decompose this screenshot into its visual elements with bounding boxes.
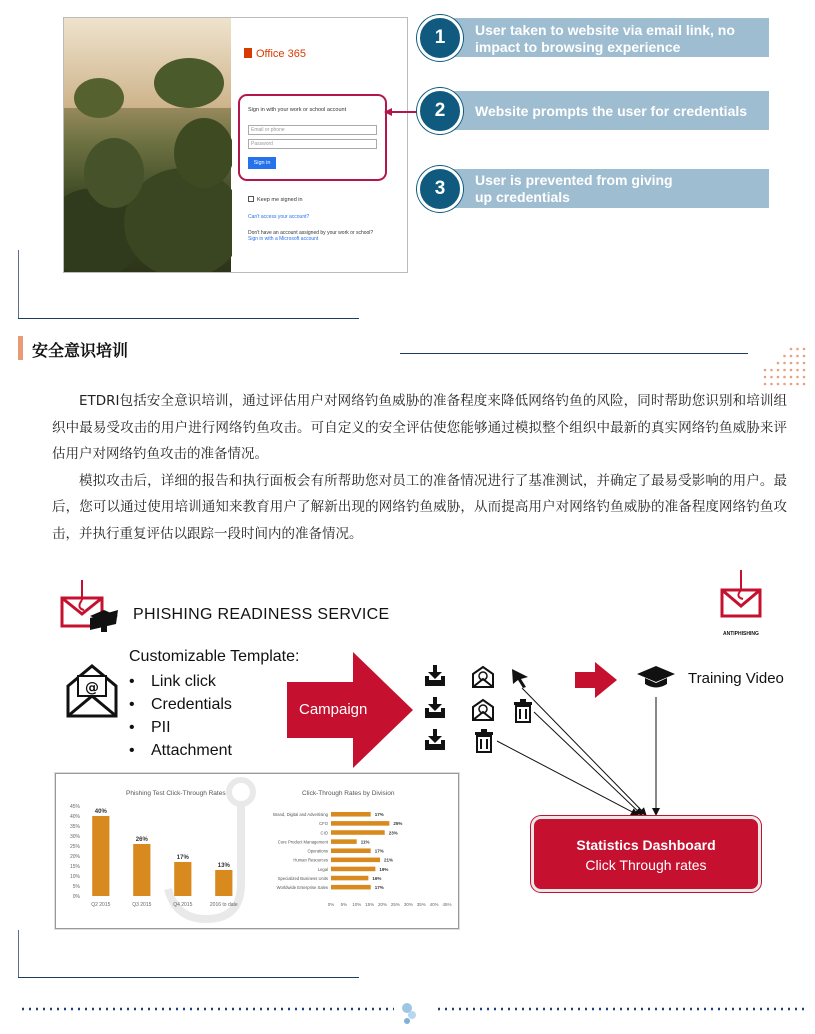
x-tick-label: 45% bbox=[442, 902, 452, 907]
keep-signed-label: Keep me signed in bbox=[257, 197, 303, 203]
decor-dot bbox=[764, 376, 767, 379]
bar bbox=[331, 839, 357, 844]
graduation-cap-icon bbox=[636, 664, 676, 690]
bar bbox=[331, 885, 371, 890]
x-tick-label: Q2 2015 bbox=[91, 902, 111, 908]
x-tick-label: 15% bbox=[365, 902, 375, 907]
dashboard-subtitle: Click Through rates bbox=[585, 857, 707, 873]
chart-title: Phishing Test Click-Through Rates bbox=[126, 790, 226, 797]
x-tick-label: 5% bbox=[340, 902, 348, 907]
decor-dot bbox=[790, 362, 793, 365]
section-heading: 安全意识培训 bbox=[32, 341, 129, 360]
decor-dot bbox=[783, 355, 786, 358]
data-label: 17% bbox=[374, 884, 384, 890]
statistics-dashboard bbox=[531, 816, 761, 892]
section-rule bbox=[18, 318, 359, 319]
trash-icon bbox=[512, 699, 534, 723]
list-item: • Link click bbox=[129, 670, 232, 693]
decor-dot bbox=[796, 369, 799, 372]
decor-dot bbox=[770, 369, 773, 372]
email-at-icon bbox=[66, 664, 118, 718]
password-field[interactable]: Password bbox=[248, 139, 377, 149]
x-tick-label: 25% bbox=[390, 902, 400, 907]
keep-signed-checkbox[interactable] bbox=[248, 196, 303, 203]
decor-dot bbox=[796, 383, 799, 386]
template-title: Customizable Template: bbox=[129, 648, 300, 665]
category-label: Legal bbox=[317, 866, 328, 872]
decor-dot bbox=[790, 355, 793, 358]
bar bbox=[174, 862, 191, 896]
dashboard-title: Statistics Dashboard bbox=[576, 837, 716, 853]
left-divider bbox=[18, 250, 19, 318]
cursor-icon bbox=[510, 667, 530, 689]
y-tick-label: 40% bbox=[69, 814, 80, 820]
decor-dot bbox=[783, 362, 786, 365]
footer-dotted-line bbox=[438, 1007, 804, 1011]
signin-title: Sign in with your work or school account bbox=[248, 107, 347, 113]
decor-dot bbox=[803, 383, 806, 386]
charts-panel bbox=[55, 773, 459, 929]
category-label: Human Resources bbox=[293, 857, 328, 863]
step-text-line2: impact to browsing experience bbox=[475, 39, 681, 55]
x-tick-label: 0% bbox=[327, 902, 335, 907]
data-label: 16% bbox=[372, 875, 382, 881]
signin-microsoft-link[interactable]: Sign in with a Microsoft account bbox=[248, 236, 319, 242]
decor-dot bbox=[796, 348, 799, 351]
list-item: • Attachment bbox=[129, 739, 232, 762]
step-number: 3 bbox=[417, 166, 463, 212]
decor-dot bbox=[803, 376, 806, 379]
bar bbox=[92, 816, 109, 896]
decor-dot bbox=[796, 355, 799, 358]
decor-dot bbox=[790, 348, 793, 351]
decor-dot bbox=[796, 376, 799, 379]
body-text bbox=[52, 388, 787, 547]
step-3 bbox=[417, 166, 769, 206]
category-label: Specialized Business Units bbox=[277, 875, 328, 881]
template-list bbox=[129, 670, 232, 762]
decor-dot bbox=[796, 362, 799, 365]
y-tick-label: 20% bbox=[69, 854, 80, 860]
bar bbox=[331, 812, 371, 817]
bar bbox=[331, 848, 371, 853]
data-label: 17% bbox=[374, 848, 384, 854]
svg-text:@: @ bbox=[85, 680, 99, 696]
download-inbox-icon bbox=[423, 696, 447, 720]
category-label: CIO bbox=[320, 830, 328, 836]
step-number: 1 bbox=[417, 15, 463, 61]
data-label: 21% bbox=[384, 857, 394, 863]
open-email-icon bbox=[471, 665, 495, 689]
x-tick-label: 20% bbox=[378, 902, 388, 907]
y-tick-label: 10% bbox=[69, 874, 80, 880]
trash-icon bbox=[473, 729, 495, 753]
decor-dot bbox=[777, 362, 780, 365]
step-1 bbox=[417, 15, 769, 55]
footer-ornament bbox=[398, 1000, 420, 1026]
palm-tree-photo bbox=[64, 18, 231, 273]
data-label: 13% bbox=[217, 863, 230, 869]
bar bbox=[331, 867, 375, 872]
data-label: 11% bbox=[360, 839, 370, 845]
download-inbox-icon bbox=[423, 664, 447, 688]
list-item: • PII bbox=[129, 716, 232, 739]
step-text-line1: User taken to website via email link, no bbox=[475, 22, 735, 38]
service-title: PHISHING READINESS SERVICE bbox=[133, 606, 390, 623]
data-label: 17% bbox=[374, 812, 384, 818]
step-text-line1: User is prevented from giving bbox=[475, 172, 673, 188]
training-video-label: Training Video bbox=[688, 670, 784, 687]
decor-dot bbox=[803, 362, 806, 365]
left-divider bbox=[18, 930, 19, 977]
bar bbox=[331, 858, 380, 863]
antiphishing-logo bbox=[718, 568, 766, 624]
data-label: 17% bbox=[176, 855, 189, 861]
y-tick-label: 5% bbox=[72, 884, 80, 890]
y-tick-label: 30% bbox=[69, 834, 80, 840]
decor-dot bbox=[803, 348, 806, 351]
cant-access-link[interactable]: Can't access your account? bbox=[248, 214, 310, 220]
decor-dot bbox=[803, 369, 806, 372]
decor-dot bbox=[783, 369, 786, 372]
step-text-line1: Website prompts the user for credentials bbox=[475, 103, 748, 119]
category-label: CFO bbox=[319, 821, 328, 827]
category-label: Worldwide Enterprise Sales bbox=[276, 884, 328, 890]
decor-dot bbox=[777, 369, 780, 372]
decor-dot bbox=[790, 376, 793, 379]
paragraph: ETDRI包括安全意识培训，通过评估用户对网络钓鱼威胁的准备程度来降低网络钓鱼的风险，同时帮助您识别和培训组织中最易受攻击的用户进行网络钓鱼攻击。可自定义的安全评估使您能够通过模拟整个组织中最新的真实网络钓鱼威胁来评估用户对网络钓鱼攻击的准备情况。 bbox=[52, 393, 787, 462]
bar bbox=[215, 870, 232, 896]
x-tick-label: 35% bbox=[416, 902, 426, 907]
decor-dot bbox=[803, 355, 806, 358]
decor-dot bbox=[770, 376, 773, 379]
category-label: Core Product Management bbox=[277, 839, 328, 845]
x-tick-label: 40% bbox=[429, 902, 439, 907]
y-tick-label: 45% bbox=[69, 804, 80, 810]
charts-svg bbox=[56, 774, 460, 930]
decor-dot bbox=[770, 383, 773, 386]
bar bbox=[331, 876, 368, 881]
x-tick-label: 10% bbox=[352, 902, 362, 907]
login-form bbox=[232, 18, 408, 273]
data-label: 25% bbox=[393, 821, 403, 827]
data-label: 26% bbox=[135, 837, 148, 843]
step-text-line2: up credentials bbox=[475, 189, 570, 205]
bar bbox=[331, 821, 389, 826]
footer-dotted-line bbox=[22, 1007, 394, 1011]
category-label: Operations bbox=[307, 848, 328, 854]
section-rule bbox=[18, 977, 359, 978]
list-item: • Credentials bbox=[129, 693, 232, 716]
decor-dot bbox=[777, 376, 780, 379]
x-tick-label: Q4 2015 bbox=[173, 902, 193, 908]
y-tick-label: 0% bbox=[72, 894, 80, 900]
decor-dot bbox=[790, 369, 793, 372]
data-label: 23% bbox=[388, 830, 398, 836]
category-label: Brand, Digital and Advertising bbox=[273, 812, 328, 818]
data-label: 40% bbox=[94, 809, 107, 815]
office365-logo: Office 365 bbox=[244, 48, 306, 60]
decor-dot bbox=[783, 376, 786, 379]
bar bbox=[133, 844, 150, 896]
signin-button[interactable]: Sign in bbox=[248, 157, 276, 169]
data-label: 19% bbox=[379, 866, 389, 872]
hook-watermark bbox=[168, 780, 253, 919]
step-number: 2 bbox=[417, 88, 463, 134]
decor-dot bbox=[764, 383, 767, 386]
login-screenshot bbox=[63, 17, 408, 273]
callout-arrow bbox=[384, 108, 420, 116]
open-email-icon bbox=[471, 698, 495, 722]
step-2 bbox=[417, 88, 769, 128]
decorative-dots bbox=[762, 346, 808, 388]
decor-dot bbox=[777, 383, 780, 386]
campaign-label: Campaign bbox=[299, 701, 368, 718]
y-tick-label: 35% bbox=[69, 824, 80, 830]
decor-dot bbox=[783, 383, 786, 386]
decor-dot bbox=[790, 383, 793, 386]
phishing-envelope-logo bbox=[60, 578, 120, 640]
email-field[interactable]: Email or phone bbox=[248, 125, 377, 135]
y-tick-label: 25% bbox=[69, 844, 80, 850]
download-inbox-icon bbox=[423, 728, 447, 752]
x-tick-label: Q3 2015 bbox=[132, 902, 152, 908]
x-tick-label: 30% bbox=[403, 902, 413, 907]
paragraph: 模拟攻击后，详细的报告和执行面板会有所帮助您对员工的准备情况进行了基准测试，并确定了最易受影响的用户。最后，您可以通过使用培训通知来教育用户了解新出现的网络钓鱼威胁，从而提高用户对网络钓鱼威胁的准备程度网络钓鱼攻击，并执行重复评估以跟踪一段时间内的准备情况。 bbox=[52, 472, 787, 542]
heading-rule bbox=[400, 353, 748, 354]
x-tick-label: 2016 to date bbox=[209, 902, 238, 908]
heading-accent bbox=[18, 336, 23, 360]
bar bbox=[331, 830, 385, 835]
no-account-text: Don't have an account assigned by your work or school? bbox=[248, 230, 374, 236]
chart-title: Click-Through Rates by Division bbox=[302, 790, 395, 797]
y-tick-label: 15% bbox=[69, 864, 80, 870]
antiphishing-label: ANTIPHISHING bbox=[723, 631, 759, 637]
red-arrow bbox=[575, 662, 617, 698]
decor-dot bbox=[764, 369, 767, 372]
